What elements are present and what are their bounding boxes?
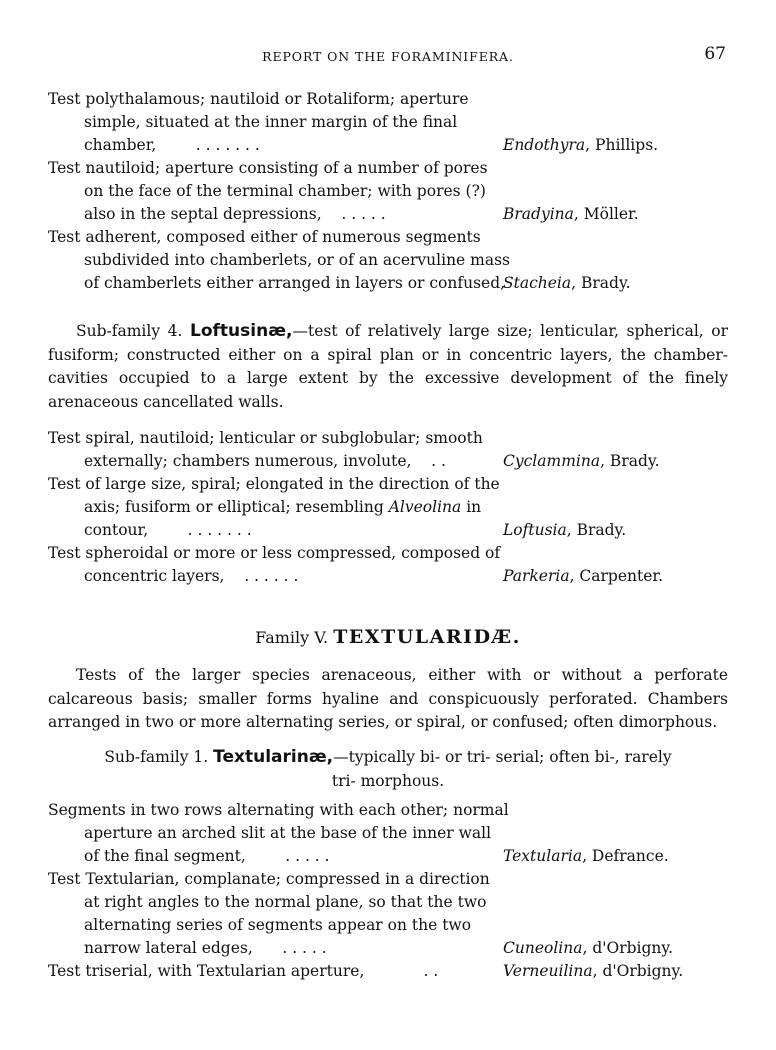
subfamily-description: —typically bi- or tri- serial; often bi-, rarely [333,748,672,766]
genus-name [503,960,683,983]
entry-text-line: of chamberlets either arranged in layers or confused, [84,274,506,292]
genus-author: , Möller. [573,205,639,223]
leader-dots: . . . . . . . [187,521,252,539]
genus-italic: Stacheia [503,274,572,292]
genus-key-loftusinae [48,427,728,588]
entry-text-line: externally; chambers numerous, involute, [84,452,412,470]
family-description: Tests of the larger species arenaceous, either with or without a perforate calcareous basis; smaller forms hyaline and conspicuously perforated. Chambers arranged in two or more alternating series, or spiral, or confused; often dimorphous. [48,666,728,731]
leader-dots: . . . . . [282,939,327,957]
subfamily-loftusinae-paragraph [48,320,728,414]
genus-name [503,845,669,868]
entry-text-line: at right angles to the normal plane, so that the two [84,893,487,911]
family-heading [0,626,776,648]
family-label: Family V. [255,628,329,647]
family-description-paragraph [48,664,728,735]
key-entry [48,960,728,983]
genus-name [503,937,673,960]
genus-key-textularinae [48,799,728,983]
entry-text-line: on the face of the terminal chamber; with pores (?) [84,182,486,200]
entry-text-line: aperture an arched slit at the base of the inner wall [84,824,492,842]
genus-name [503,450,660,473]
entry-text-line: concentric layers, [84,567,225,585]
key-entry [48,157,728,226]
leader-dots: . . . . . [341,205,386,223]
genus-name [503,272,631,295]
genus-key-endothyrinae [48,88,728,295]
genus-author: , Brady. [571,274,631,292]
entry-text-line: Test nautiloid; aperture consisting of a number of pores [48,159,488,177]
genus-author: , Brady. [566,521,627,539]
entry-text-line: Segments in two rows alternating with each other; normal [48,801,509,819]
entry-text-line: simple, situated at the inner margin of the final [84,113,458,131]
entry-text-line: Test Textularian, complanate; compressed in a direction [48,870,490,888]
genus-author: , d'Orbigny. [582,939,674,957]
genus-italic: Parkeria [503,567,570,585]
entry-text-line: Test adherent, composed either of numerous segments [48,228,481,246]
genus-italic: Cyclammina [503,452,601,470]
genus-name [503,203,639,226]
subfamily-name: Textularinæ, [213,747,334,767]
subfamily-name: Loftusinæ, [190,321,293,341]
subfamily-number: Sub-family 1. [104,748,209,766]
page-number: 67 [704,44,726,64]
entry-text-line: subdivided into chamberlets, or of an acervuline mass [84,251,511,269]
running-title: REPORT ON THE FORAMINIFERA. [262,49,514,64]
subfamily-number: Sub-family 4. [76,322,183,340]
entry-text-line: alternating series of segments appear on the two [84,916,472,934]
genus-italic: Bradyina [503,205,574,223]
genus-author: , Defrance. [582,847,669,865]
key-entry [48,226,728,295]
entry-text-line: Test spheroidal or more or less compressed, composed of [48,544,501,562]
subfamily-description-cont: tri- morphous. [331,771,445,790]
key-entry [48,473,728,542]
subfamily-textularinae-heading [48,746,728,793]
genus-author: , Brady. [600,452,660,470]
key-entry [48,868,728,960]
family-name: TEXTULARIDÆ. [333,626,521,648]
entry-text-line: narrow lateral edges, [84,939,253,957]
key-entry [48,427,728,473]
genus-name [503,519,626,542]
leader-dots: . . . . . . [244,567,299,585]
entry-text-line: of the final segment, [84,847,246,865]
entry-text-line: axis; fusiform or elliptical; resembling Alveolina in [84,498,482,516]
entry-text-line: Test polythalamous; nautiloid or Rotaliform; aperture [48,90,469,108]
key-entry [48,542,728,588]
genus-reference-italic: Alveolina [388,498,462,516]
leader-dots: . . . . . [285,847,330,865]
genus-italic: Textularia [503,847,583,865]
key-entry [48,88,728,157]
entry-text-line: also in the septal depressions, [84,205,322,223]
genus-italic: Verneuilina [503,962,593,980]
entry-text-line: Test triserial, with Textularian aperture, [48,962,365,980]
entry-text-line: Test of large size, spiral; elongated in the direction of the [48,475,500,493]
genus-author: , Carpenter. [569,567,664,585]
genus-author: , Phillips. [585,136,659,154]
entry-text-line: Test spiral, nautiloid; lenticular or subglobular; smooth [48,429,483,447]
entry-text-line: chamber, [84,136,157,154]
running-header [0,44,776,68]
entry-text-line: contour, [84,521,149,539]
genus-italic: Endothyra [503,136,586,154]
leader-dots: . . [431,452,446,470]
genus-italic: Cuneolina [503,939,583,957]
genus-name [503,565,663,588]
genus-name [503,134,658,157]
genus-italic: Loftusia [503,521,567,539]
leader-dots: . . [423,962,439,980]
key-entry [48,799,728,868]
leader-dots: . . . . . . . [195,136,260,154]
genus-author: , d'Orbigny. [592,962,684,980]
subfamily-description: —test of relatively large size; lenticular, spherical, or fusiform; constructed either on a spiral plan or in concentric layers, the chamber-cavities occupied to a large extent by the excessive development of the finely arenaceous cancellated walls. [48,322,729,411]
